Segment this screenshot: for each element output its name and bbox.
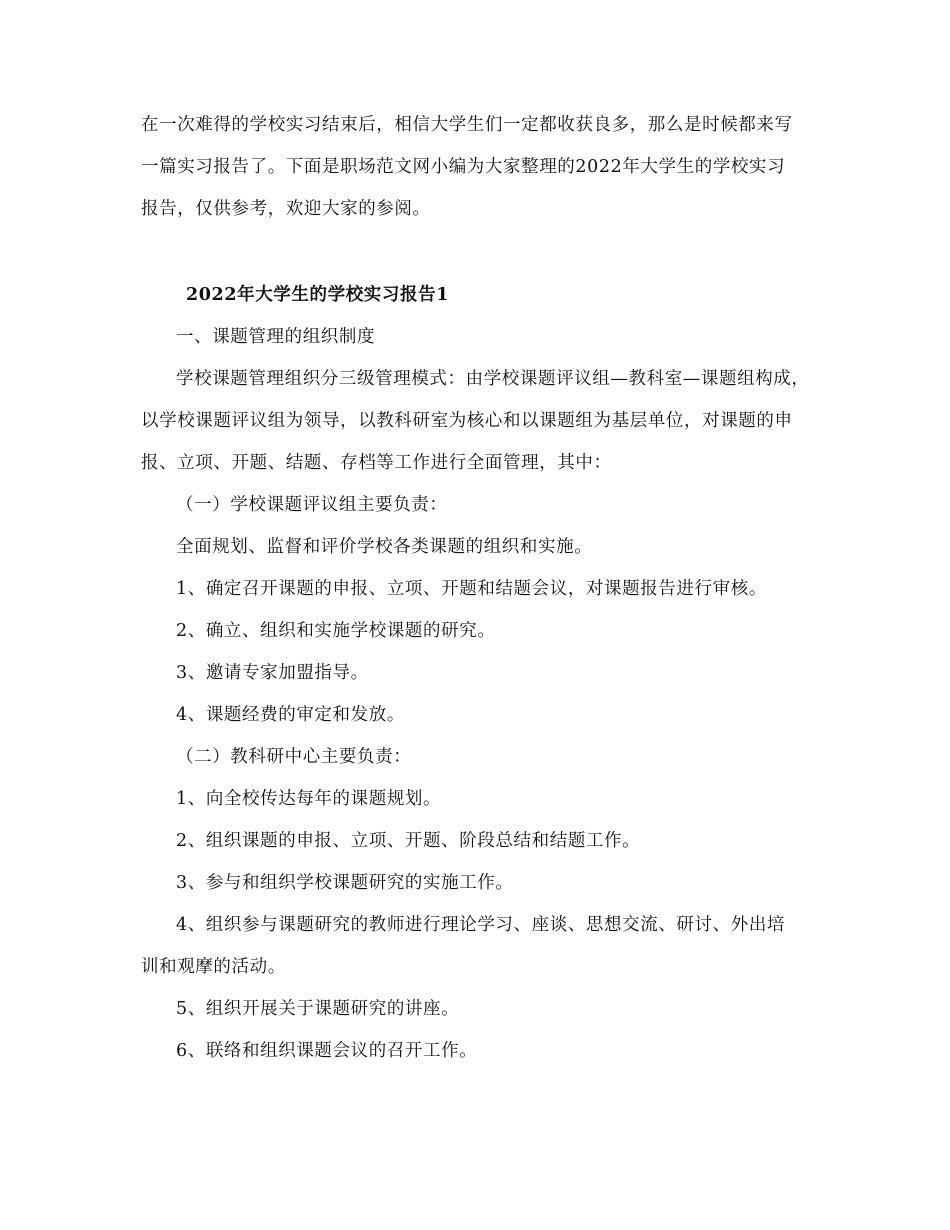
- list-item-line-2: 训和观摩的活动。: [141, 957, 286, 977]
- list-item: 3、邀请专家加盟指导。: [176, 663, 369, 683]
- paragraph-line-2: 以学校课题评议组为领导，以教科研室为核心和以课题组为基层单位，对课题的申: [141, 411, 793, 431]
- section-heading: 一、课题管理的组织制度: [176, 327, 376, 347]
- list-item-line-1: 4、组织参与课题研究的教师进行理论学习、座谈、思想交流、研讨、外出培: [176, 915, 786, 935]
- list-item: 1、确定召开课题的申报、立项、开题和结题会议，对课题报告进行审核。: [176, 579, 767, 599]
- subsection-heading-1: （一）学校课题评议组主要负责：: [176, 495, 448, 515]
- paragraph-line-3: 报、立项、开题、结题、存档等工作进行全面管理，其中：: [141, 453, 612, 473]
- subsection-summary: 全面规划、监督和评价学校各类课题的组织和实施。: [176, 537, 593, 557]
- paragraph-line-1: 学校课题管理组织分三级管理模式：由学校课题评议组—教科室—课题组构成，: [176, 369, 810, 389]
- list-item: 6、联络和组织课题会议的召开工作。: [176, 1041, 478, 1061]
- list-item: 1、向全校传达每年的课题规划。: [176, 789, 442, 809]
- subsection-heading-2: （二）教科研中心主要负责：: [176, 747, 412, 767]
- intro-line-2: 一篇实习报告了。下面是职场范文网小编为大家整理的2022年大学生的学校实习: [141, 157, 786, 177]
- list-item: 5、组织开展关于课题研究的讲座。: [176, 999, 460, 1019]
- list-item: 3、参与和组织学校课题研究的实施工作。: [176, 873, 514, 893]
- list-item: 4、课题经费的审定和发放。: [176, 705, 405, 725]
- list-item: 2、组织课题的申报、立项、开题、阶段总结和结题工作。: [176, 831, 641, 851]
- intro-line-3: 报告，仅供参考，欢迎大家的参阅。: [141, 199, 431, 219]
- list-item: 2、确立、组织和实施学校课题的研究。: [176, 621, 496, 641]
- intro-line-1: 在一次难得的学校实习结束后，相信大学生们一定都收获良多，那么是时候都来写: [141, 115, 793, 135]
- report-title: 2022年大学生的学校实习报告1: [186, 285, 449, 305]
